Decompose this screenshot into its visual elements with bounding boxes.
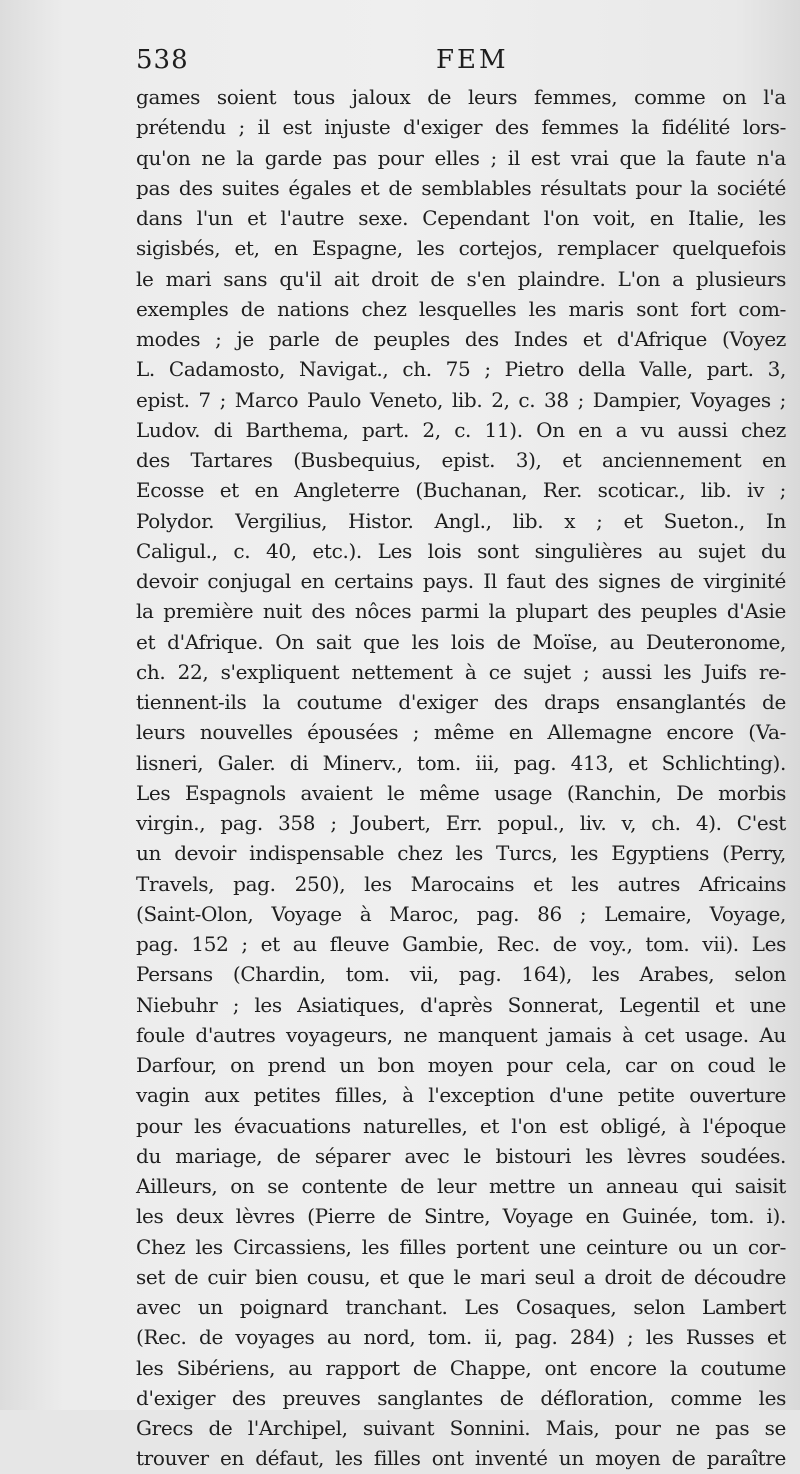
text-line: lisneri, Galer. di Minerv., tom. iii, pag. 413, et Schlichting). [136,750,786,775]
text-line: les deux lèvres (Pierre de Sintre, Voyage en Guinée, tom. i). [136,1204,786,1229]
text-line: pas des suites égales et de semblables résultats pour la société [136,175,786,200]
text-line: un devoir indispensable chez les Turcs, les Egyptiens (Perry, [136,841,786,866]
text-line: du mariage, de séparer avec le bistouri les lèvres soudées. [136,1143,786,1168]
text-line: games soient tous jaloux de leurs femmes, comme on l'a [136,85,786,109]
text-line: des Tartares (Busbequius, epist. 3), et anciennement en [136,448,786,472]
text-line: les Sibériens, au rapport de Chappe, ont encore la coutume [136,1355,786,1380]
text-line: epist. 7 ; Marco Paulo Veneto, lib. 2, c. 38 ; Dampier, Voyages ; [136,387,786,412]
text-line: exemples de nations chez lesquelles les maris sont fort com- [136,296,786,321]
running-head: FEM [436,45,509,75]
text-line: trouver en défaut, les filles ont inventé un moyen de paraître [136,1446,786,1471]
page-number: 538 [136,45,189,75]
text-line: Ludov. di Barthema, part. 2, c. 11). On en a vu aussi chez [136,417,786,442]
text-line: Chez les Circassiens, les filles portent une ceinture ou un cor- [136,1234,786,1259]
text-line: L. Cadamosto, Navigat., ch. 75 ; Pietro della Valle, part. 3, [136,357,786,382]
text-line: avec un poignard tranchant. Les Cosaques, selon Lambert [136,1295,786,1319]
text-line: d'exiger des preuves sanglantes de défloration, comme les [136,1385,786,1410]
page-header [136,40,786,80]
text-line: tiennent-ils la coutume d'exiger des draps ensanglantés de [136,690,786,714]
text-line: qu'on ne la garde pas pour elles ; il est vrai que la faute n'a [136,145,786,170]
text-line: Travels, pag. 250), les Marocains et les autres Africains [136,871,786,896]
text-line: pag. 152 ; et au fleuve Gambie, Rec. de voy., tom. vii). Les [136,932,786,956]
text-line: pour les évacuations naturelles, et l'on est obligé, à l'époque [136,1113,786,1138]
text-line: set de cuir bien cousu, et que le mari seul a droit de découdre [136,1264,786,1289]
text-line: ch. 22, s'expliquent nettement à ce sujet ; aussi les Juifs re- [136,659,786,684]
body-text [136,82,786,1474]
text-line: Polydor. Vergilius, Histor. Angl., lib. x ; et Sueton., In [136,508,786,533]
text-line: (Rec. de voyages au nord, tom. ii, pag. 284) ; les Russes et [136,1325,786,1350]
text-line: Caligul., c. 40, etc.). Les lois sont singulières au sujet du [136,538,786,563]
text-line: dans l'un et l'autre sexe. Cependant l'on voit, en Italie, les [136,206,786,230]
text-line: Les Espagnols avaient le même usage (Ranchin, De morbis [136,780,786,805]
text-line: leurs nouvelles épousées ; même en Allemagne encore (Va- [136,720,786,745]
text-line: modes ; je parle de peuples des Indes et d'Afrique (Voyez [136,327,786,351]
text-line: Grecs de l'Archipel, suivant Sonnini. Mais, pour ne pas se [136,1416,786,1440]
text-line: Persans (Chardin, tom. vii, pag. 164), les Arabes, selon [136,962,786,987]
text-line: Ailleurs, on se contente de leur mettre un anneau qui saisit [136,1174,786,1198]
text-line: prétendu ; il est injuste d'exiger des femmes la fidélité lors- [136,115,786,140]
text-line: foule d'autres voyageurs, ne manquent jamais à cet usage. Au [136,1022,786,1047]
text-line: Niebuhr ; les Asiatiques, d'après Sonnerat, Legentil et une [136,992,786,1017]
text-line: (Saint-Olon, Voyage à Maroc, pag. 86 ; Lemaire, Voyage, [136,901,786,926]
text-line: vagin aux petites filles, à l'exception d'une petite ouverture [136,1083,786,1108]
text-line: sigisbés, et, en Espagne, les cortejos, remplacer quelquefois [136,236,786,261]
text-line: le mari sans qu'il ait droit de s'en plaindre. L'on a plusieurs [136,266,786,291]
text-line: la première nuit des nôces parmi la plupart des peuples d'Asie [136,599,786,624]
text-line: virgin., pag. 358 ; Joubert, Err. popul., liv. v, ch. 4). C'est [136,811,786,835]
text-line: Ecosse et en Angleterre (Buchanan, Rer. scoticar., lib. iv ; [136,478,786,503]
text-line: devoir conjugal en certains pays. Il faut des signes de virginité [136,569,786,593]
text-line: Darfour, on prend un bon moyen pour cela, car on coud le [136,1053,786,1077]
text-line: et d'Afrique. On sait que les lois de Moïse, au Deuteronome, [136,629,786,654]
